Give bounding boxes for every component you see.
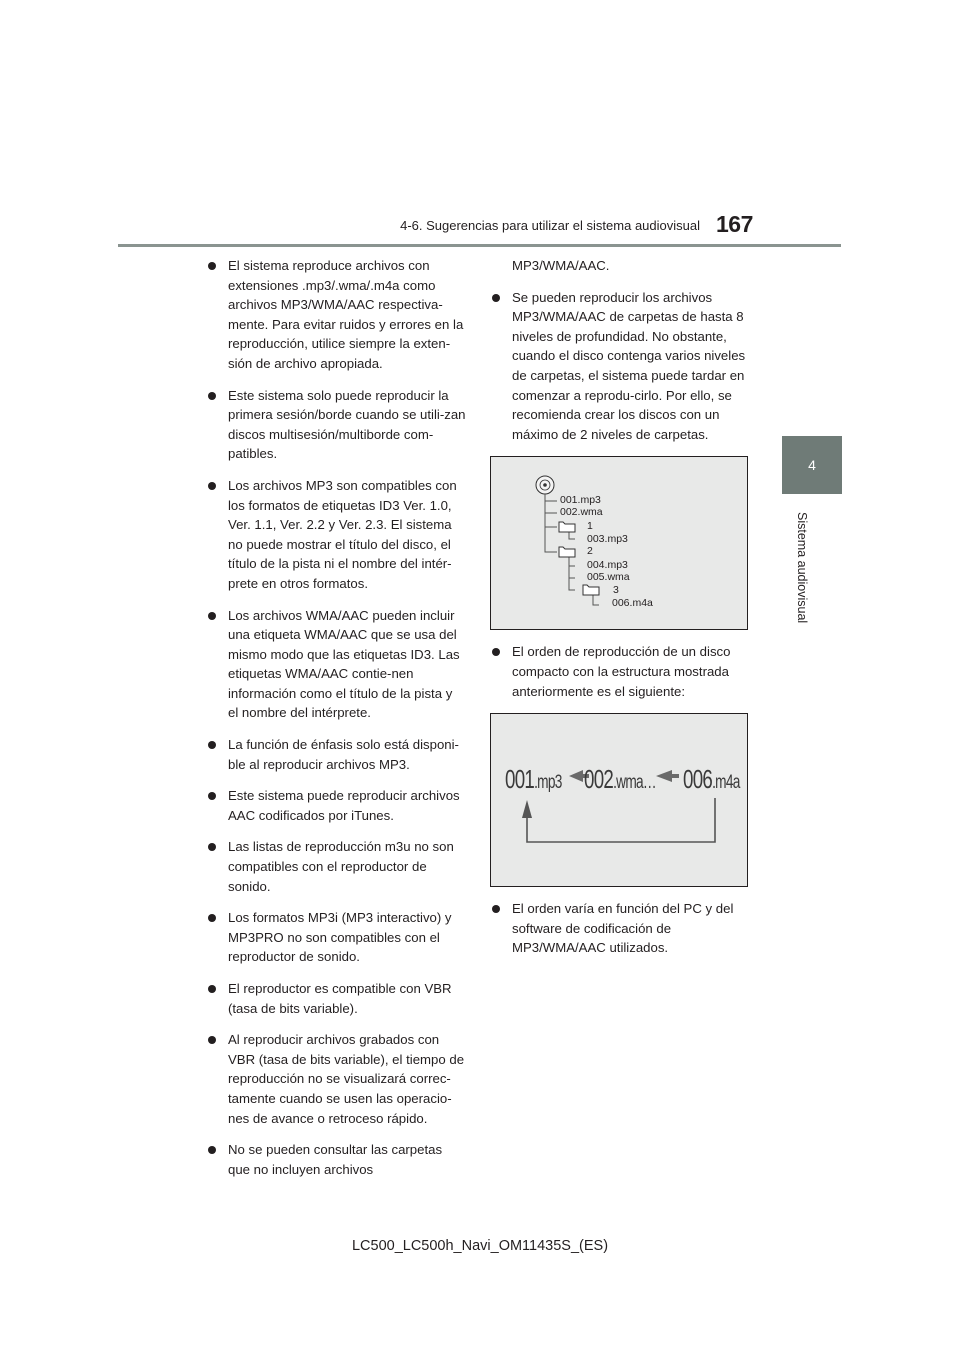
chapter-tab: 4 <box>782 436 842 494</box>
folder-label: 3 <box>613 584 619 597</box>
bullet-icon <box>208 482 216 490</box>
bullet-icon <box>492 905 500 913</box>
play-order-figure <box>490 713 748 887</box>
left-column <box>208 256 466 1191</box>
folder-icon <box>559 522 575 532</box>
bullet-item: Las listas de reproducción m3u no son compatibles con el reproductor de sonido. <box>208 837 466 896</box>
bullet-item: El sistema reproduce archivos con extensiones .mp3/.wma/.m4a como archivos MP3/WMA/AAC respectiva-mente. Para evitar ruidos y errores en la reproducción, utilice siempre la exten-sión de archivo apropiada. <box>208 256 466 374</box>
right-column <box>492 256 752 970</box>
bullet-item: El orden de reproducción de un disco compacto con la estructura mostrada anteriormente es el siguiente: <box>492 642 752 701</box>
bullet-icon <box>492 648 500 656</box>
second-track-label: 002.wma… <box>584 764 656 795</box>
bullet-item: El orden varía en función del PC y del software de codificación de MP3/WMA/AAC utilizados. <box>492 899 752 958</box>
last-track-label: 006.m4a <box>683 764 740 795</box>
bullet-icon <box>492 294 500 302</box>
chapter-label: Sistema audiovisual <box>795 512 809 624</box>
bullet-icon <box>208 1036 216 1044</box>
first-track-label: 001.mp3 <box>505 764 562 795</box>
bullet-item: No se pueden consultar las carpetas que no incluyen archivos <box>208 1140 466 1179</box>
bullet-item: Este sistema solo puede reproducir la primera sesión/borde cuando se utili-zan discos multisesión/multiborde com-patibles. <box>208 386 466 464</box>
file-label: 006.m4a <box>612 597 653 610</box>
play-order-arrows <box>491 714 747 886</box>
bullet-icon <box>208 843 216 851</box>
loop-line <box>527 798 715 842</box>
folder-icon <box>583 585 599 595</box>
disc-icon <box>536 476 554 494</box>
bullet-item: Los archivos MP3 son compatibles con los formatos de etiquetas ID3 Ver. 1.0, Ver. 1.1, Ver. 2.2 y Ver. 2.3. El sistema no puede mostrar el título del disco, el título de la pista ni el nombre del intér-prete en otros formatos. <box>208 476 466 594</box>
page-number: 167 <box>716 211 753 237</box>
bullet-icon <box>208 1146 216 1154</box>
bullet-icon <box>208 741 216 749</box>
folder-label: 2 <box>587 545 593 558</box>
bullet-item: Este sistema puede reproducir archivos AAC codificados por iTunes. <box>208 786 466 825</box>
arrow-up-icon <box>522 800 532 818</box>
file-label: 003.mp3 <box>587 533 628 546</box>
file-label: 005.wma <box>587 571 630 584</box>
bullet-icon <box>208 914 216 922</box>
file-label: 001.mp3 <box>560 494 601 507</box>
arrow-right-icon <box>656 770 679 782</box>
file-label: 002.wma <box>560 506 603 519</box>
bullet-item: El reproductor es compatible con VBR (tasa de bits variable). <box>208 979 466 1018</box>
bullet-item: Al reproducir archivos grabados con VBR (tasa de bits variable), el tiempo de reproducción no se visualizará correc-tamente cuando se usen las operacio-nes de avance o retroceso rápido. <box>208 1030 466 1128</box>
bullet-icon <box>208 262 216 270</box>
bullet-icon <box>208 985 216 993</box>
bullet-item: Los archivos WMA/AAC pueden incluir una etiqueta WMA/AAC que se usa del mismo modo que las etiquetas ID3. Las etiquetas WMA/AAC contie-nen información como el título de la pista y el nombre del intérprete. <box>208 606 466 724</box>
bullet-item: Se pueden reproducir los archivos MP3/WMA/AAC de carpetas de hasta 8 niveles de profundidad. No obstante, cuando el disco contenga varios niveles de carpetas, el sistema puede tardar en comenzar a reprodu-cirlo. Por ello, se recomienda crear los discos con un máximo de 2 niveles de carpetas. <box>492 288 752 445</box>
continued-text: MP3/WMA/AAC. <box>512 258 610 273</box>
bullet-item: Los formatos MP3i (MP3 interactivo) y MP3PRO no son compatibles con el reproductor de sonido. <box>208 908 466 967</box>
section-title: 4-6. Sugerencias para utilizar el sistema audiovisual <box>400 218 700 233</box>
document-footer: LC500_LC500h_Navi_OM11435S_(ES) <box>351 1238 609 1254</box>
bullet-item: La función de énfasis solo está disponi-ble al reproducir archivos MP3. <box>208 735 466 774</box>
file-label: 004.mp3 <box>587 559 628 572</box>
folder-label: 1 <box>587 520 593 533</box>
bullet-icon <box>208 392 216 400</box>
folder-icon <box>559 547 575 557</box>
bullet-icon <box>208 612 216 620</box>
folder-tree-figure <box>490 456 748 630</box>
bullet-icon <box>208 792 216 800</box>
header-divider <box>118 244 841 247</box>
